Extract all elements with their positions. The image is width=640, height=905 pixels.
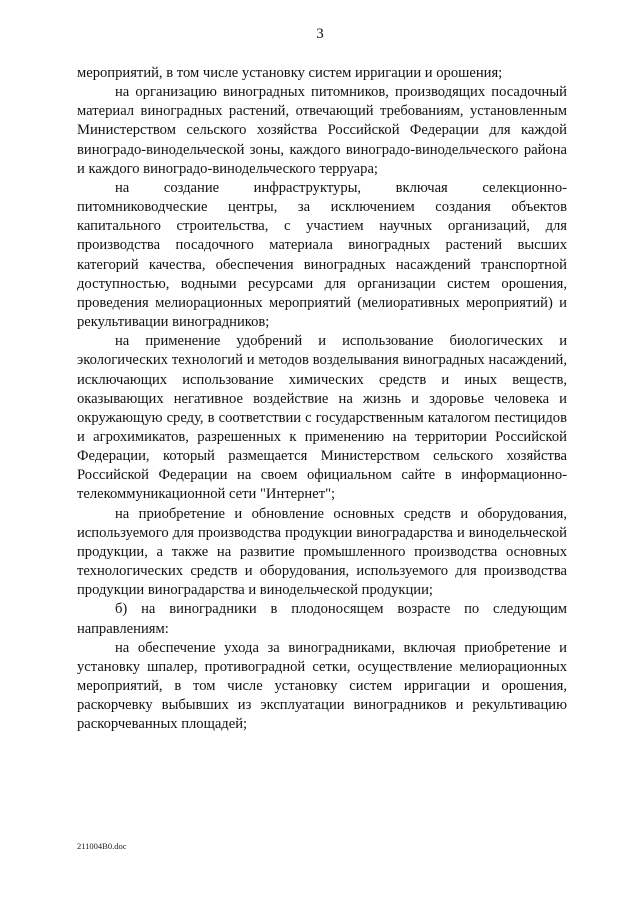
- paragraph-5: на приобретение и обновление основных средств и оборудования, используемого для производства продукции виноградарства и винодельческой продукции, а также на развитие промышленного производства основных технологических средств и оборудования, используемого для производства продукции виноградарства и винодельческой продукции;: [77, 505, 567, 599]
- paragraph-3: на создание инфраструктуры, включая селекционно-питомниководческие центры, за исключением создания объектов капитального строительства, с участием научных организаций, для производства посадочного материала виноградных растений высших категорий качества, обеспечения виноградных насаждений транспортной доступностью, водными ресурсами для организации систем орошения, проведения мелиорационных мероприятий (мелиоративных мероприятий) и рекультивации виноградников;: [77, 179, 567, 331]
- paragraph-6: б) на виноградники в плодоносящем возрасте по следующим направлениям:: [77, 601, 567, 637]
- paragraph-2: на организацию виноградных питомников, производящих посадочный материал виноградных растений, отвечающий требованиям, установленным Министерством сельского хозяйства Российской Федерации для каждой виноградо-винодельческой зоны, каждого виноградо-винодельческого района и каждого виноградо-винодельческого терруара;: [77, 84, 567, 177]
- document-body: [77, 64, 567, 734]
- paragraph-7: на обеспечение ухода за виноградниками, включая приобретение и установку шпалер, противоградной сетки, осуществление мелиорационных мероприятий, в том числе установку систем ирригации и орошения, раскорчевку выбывших из эксплуатации виноградников и рекультивацию раскорчеванных площадей;: [77, 639, 567, 733]
- paragraph-4: на применение удобрений и использование биологических и экологических технологий и методов возделывания виноградных насаждений, исключающих использование химических средств и иных веществ, оказывающих негативное воздействие на жизнь и здоровье человека и окружающую среду, в соответствии с государственным каталогом пестицидов и агрохимикатов, разрешенных к применению на территории Российской Федерации, который размещается Министерством сельского хозяйства Российской Федерации на своем официальном сайте в информационно-телекоммуникационной сети "Интернет";: [77, 333, 567, 503]
- paragraph-1: мероприятий, в том числе установку систем ирригации и орошения;: [77, 65, 503, 81]
- footer-file-code: 211004B0.doc: [77, 841, 127, 851]
- page-number: 3: [316, 26, 324, 42]
